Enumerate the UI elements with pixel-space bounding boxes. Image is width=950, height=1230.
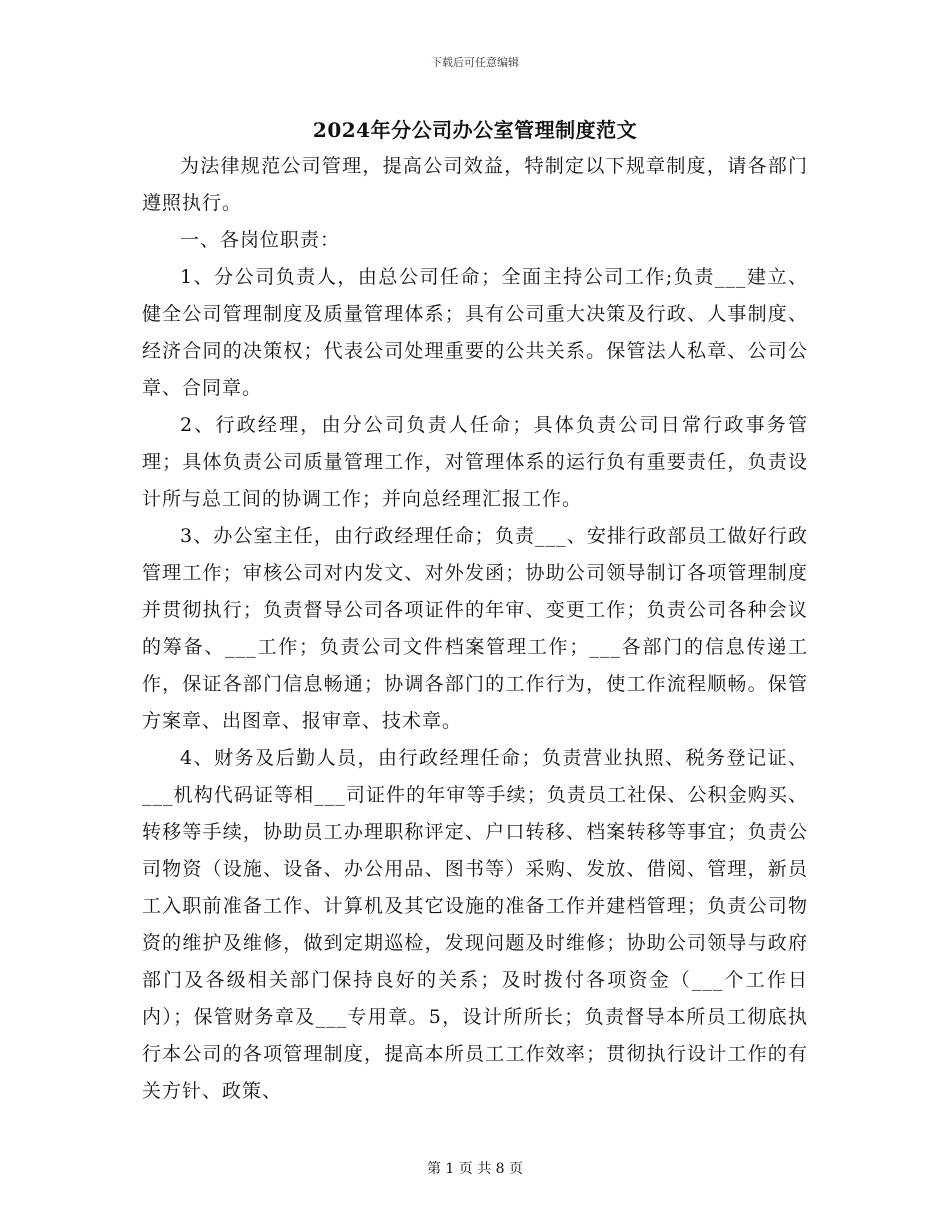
paragraph-item-4: 4、财务及后勤人员，由行政经理任命；负责营业执照、税务登记证、___机构代码证等相___司证件的年审等手续；负责员工社保、公积金购买、转移等手续，协助员工办理职称评定、户口转移、档案转移等事宜；负责公司物资（设施、设备、办公用品、图书等）采购、发放、借阅、管理，新员工入职前准备工作、计算机及其它设施的准备工作并建档管理；负责公司物资的维护及维修，做到定期巡检，发现问题及时维修；协助公司领导与政府部门及各级相关部门保持良好的关系；及时拨付各项资金（___个工作日内）；保管财务章及___专用章。5，设计所所长；负责督导本所员工彻底执行本公司的各项管理制度，提高本所员工工作效率；贯彻执行设计工作的有关方针、政策、 xyxy=(142,747,808,1102)
paragraph-item-1: 1、分公司负责人，由总公司任命；全面主持公司工作;负责___建立、健全公司管理制度及质量管理体系；具有公司重大决策及行政、人事制度、经济合同的决策权；代表公司处理重要的公共关系。保管法人私章、公司公章、合同章。 xyxy=(142,266,808,399)
paragraph-intro: 为法律规范公司管理，提高公司效益，特制定以下规章制度，请各部门遵照执行。 xyxy=(142,155,808,214)
header-note: 下载后可任意编辑 xyxy=(431,56,519,69)
page-number: 第 1 页 共 8 页 xyxy=(426,1161,524,1177)
paragraph-item-3: 3、办公室主任，由行政经理任命；负责___、安排行政部员工做好行政管理工作；审核公司对内发文、对外发函；协助公司领导制订各项管理制度并贯彻执行；负责督导公司各项证件的年审、变更工作；负责公司各种会议的筹备、___工作；负责公司文件档案管理工作；___各部门的信息传递工作，保证各部门信息畅通；协调各部门的工作行为，使工作流程顺畅。保管方案章、出图章、报审章、技术章。 xyxy=(142,525,808,732)
paragraph-item-2: 2、行政经理，由分公司负责人任命；具体负责公司日常行政事务管理；具体负责公司质量管理工作，对管理体系的运行负有重要责任，负责设计所与总工间的协调工作；并向总经理汇报工作。 xyxy=(142,414,808,510)
document-title: 2024年分公司办公室管理制度范文 xyxy=(312,118,638,142)
paragraph-section-heading: 一、各岗位职责： xyxy=(180,229,341,251)
document-body xyxy=(142,148,808,1110)
